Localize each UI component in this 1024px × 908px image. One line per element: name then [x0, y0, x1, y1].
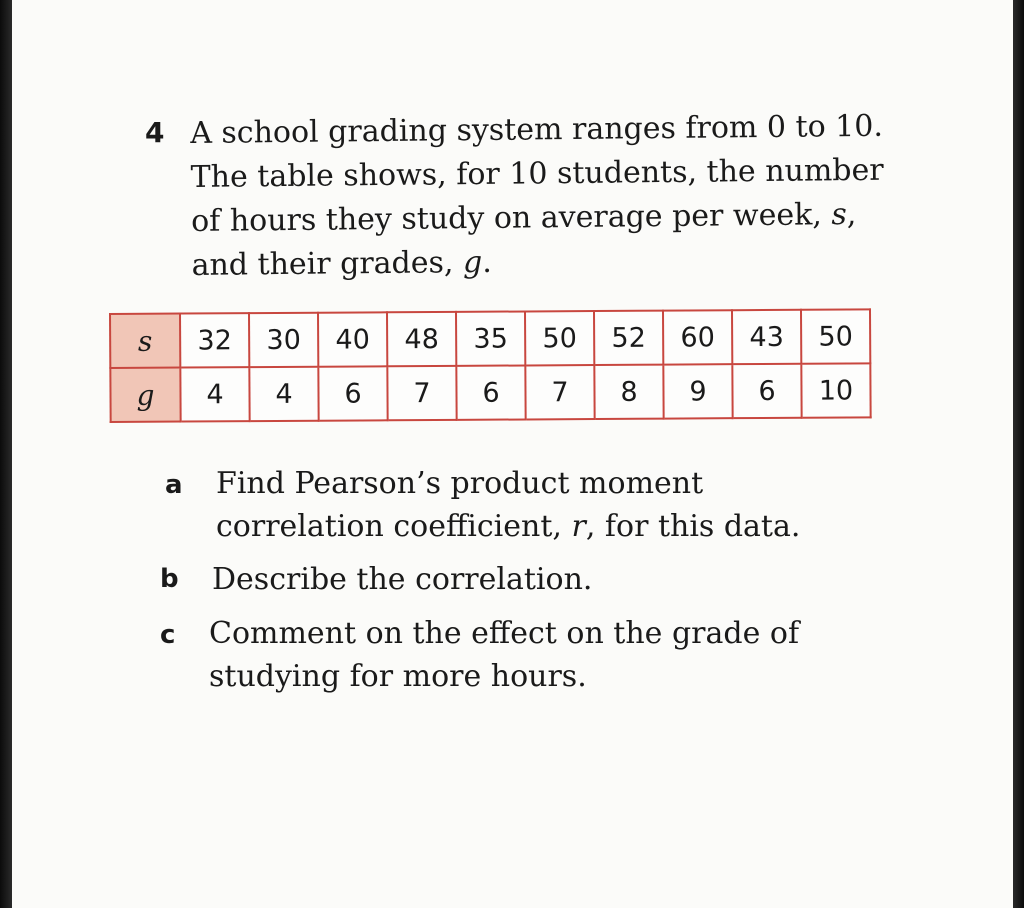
part-c-line-2: studying for more hours.: [209, 659, 587, 694]
part-a-line-1: Find Pearson’s product moment: [216, 466, 704, 501]
stem-line-4: [191, 236, 931, 288]
table-cell: 40: [318, 312, 387, 366]
stem-line-3: [191, 192, 931, 244]
table-cell: 50: [525, 311, 594, 365]
table-cell: 48: [387, 312, 456, 366]
right-page-edge: [1013, 0, 1024, 908]
table-cell: 8: [594, 365, 663, 419]
left-page-edge: [0, 0, 12, 908]
stem-line-4-text: and their grades,: [191, 245, 464, 283]
table-row-s: [110, 309, 870, 368]
table-cell: 4: [180, 367, 249, 421]
part-a-line-2-pre: correlation coefficient,: [216, 509, 572, 544]
stem-line-2: The table shows, for 10 students, the number: [190, 152, 884, 195]
part-a-label: a: [165, 470, 183, 500]
table-cell: 10: [801, 363, 870, 417]
table-cell: 9: [663, 364, 732, 418]
table-cell: 30: [249, 313, 318, 367]
part-a-text: [216, 462, 800, 548]
part-b-label: b: [160, 564, 179, 594]
part-a-line-2: [216, 505, 800, 548]
table-cell: 35: [456, 311, 525, 365]
table-cell: 50: [801, 309, 870, 363]
data-table: [109, 308, 872, 423]
part-c-text: [209, 612, 799, 698]
table-cell: 7: [525, 365, 594, 419]
table-cell: 6: [732, 364, 801, 418]
part-c-line-1: Comment on the effect on the grade of: [209, 616, 800, 651]
question-stem: [190, 104, 932, 288]
table-cell: 52: [594, 311, 663, 365]
question-number: 4: [145, 116, 165, 149]
textbook-page: [12, 0, 1013, 908]
variable-s: s: [831, 197, 847, 233]
row-label-s: s: [110, 314, 180, 368]
stem-line-3-tail: ,: [846, 197, 857, 233]
variable-g: g: [462, 244, 483, 281]
table-cell: 7: [387, 366, 456, 420]
stem-line-1: A school grading system ranges from 0 to 10.: [190, 108, 884, 151]
table-cell: 4: [249, 367, 318, 421]
table-cell: 6: [456, 365, 525, 419]
row-label-g: g: [110, 368, 180, 422]
part-a-line-2-post: , for this data.: [585, 509, 801, 544]
stem-line-3-text: of hours they study on average per week,: [190, 197, 832, 239]
table-cell: 6: [318, 366, 387, 420]
table-cell: 32: [180, 313, 249, 367]
table-row-g: [110, 363, 870, 422]
table-cell: 43: [732, 310, 801, 364]
part-c-label: c: [160, 620, 176, 650]
table-cell: 60: [663, 310, 732, 364]
stem-line-4-tail: .: [482, 244, 492, 280]
part-b-text: Describe the correlation.: [212, 562, 593, 597]
variable-r: r: [571, 509, 586, 544]
